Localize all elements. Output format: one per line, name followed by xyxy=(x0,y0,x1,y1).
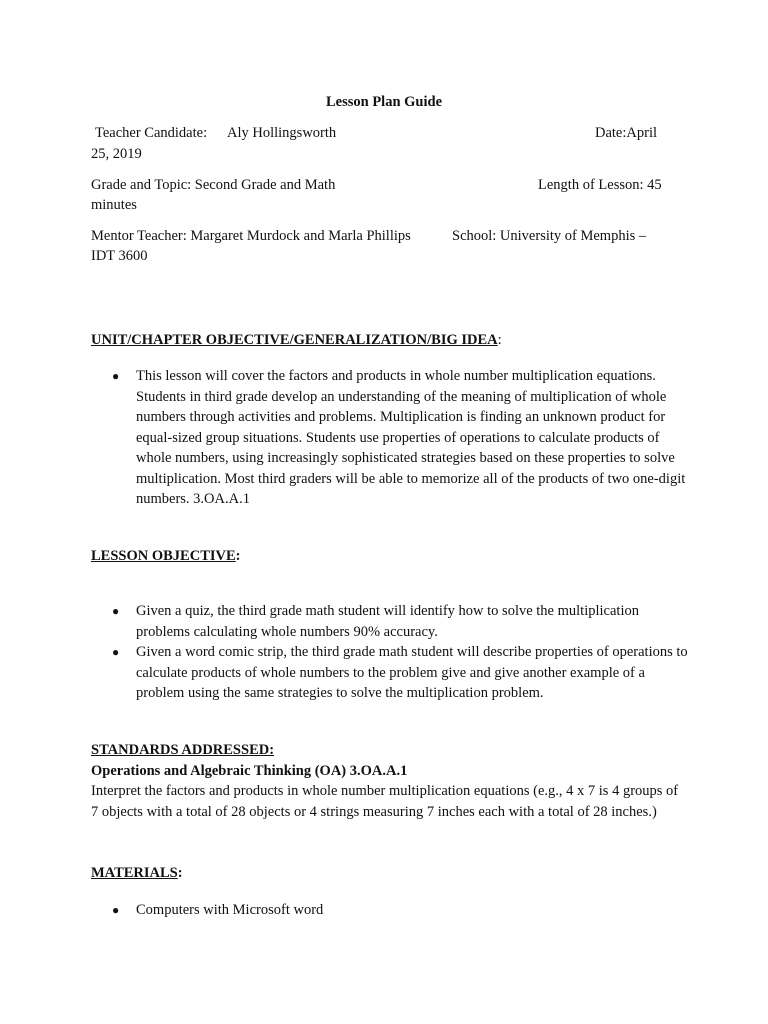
list-item xyxy=(91,900,691,921)
teacher-candidate-name: Aly Hollingsworth xyxy=(227,125,337,141)
grade-topic: Grade and Topic: Second Grade and Math xyxy=(91,177,336,193)
bullet-icon: ● xyxy=(112,604,120,618)
date-label: Date:April xyxy=(595,125,658,141)
lesson-objective-heading-text: LESSON OBJECTIVE xyxy=(91,548,236,564)
unit-objective-heading-text: UNIT/CHAPTER OBJECTIVE/GENERALIZATION/BIG IDEA xyxy=(91,332,498,348)
lesson-objective-text-1: Given a quiz, the third grade math student will identify how to solve the multiplication problems calculating whole numbers 90% accuracy. xyxy=(136,603,639,640)
bullet-icon: ● xyxy=(112,369,120,383)
lesson-objective-colon: : xyxy=(235,548,241,564)
length-value: minutes xyxy=(91,197,137,213)
course-code: IDT 3600 xyxy=(91,248,148,264)
teacher-candidate-label: Teacher Candidate: xyxy=(95,125,208,141)
mentor-teacher: Mentor Teacher: Margaret Murdock and Marla Phillips xyxy=(91,228,411,244)
date-value: 25, 2019 xyxy=(91,146,142,162)
unit-objective-text: This lesson will cover the factors and products in whole number multiplication equations. Students in third grade develop an understanding of the meaning of multiplication of whole numbers through activities and problems. Multiplication is finding an unknown product for equal-sized group situations. Students use properties of operations to calculate products of whole numbers, using increasingly sophisticated strategies based on these properties to solve multiplication. Most third graders will be able to memorize all of the products of two one-digit numbers. 3.OA.A.1 xyxy=(136,368,686,507)
page-title: Lesson Plan Guide xyxy=(325,94,443,110)
materials-heading xyxy=(91,863,183,884)
list-item xyxy=(91,366,691,510)
standards-heading: STANDARDS ADDRESSED: xyxy=(91,742,275,758)
materials-heading-text: MATERIALS xyxy=(91,865,178,881)
lesson-objective-text-2: Given a word comic strip, the third grade math student will describe properties of operations to calculate products of whole numbers to the problem give and give another example of a problem using the same strategies to solve the multiplication problem. xyxy=(136,644,688,701)
materials-colon: : xyxy=(177,865,183,881)
school: School: University of Memphis – xyxy=(452,228,647,244)
standards-subheading: Operations and Algebraic Thinking (OA) 3.OA.A.1 xyxy=(91,763,408,779)
list-item xyxy=(91,642,691,704)
lesson-objective-list xyxy=(91,601,691,704)
standards-text: Interpret the factors and products in whole number multiplication equations (e.g., 4 x 7 is 4 groups of 7 objects with a total of 28 objects or 4 strings measuring 7 inches each with a total of 28 inches.) xyxy=(91,783,679,820)
length-label: Length of Lesson: 45 xyxy=(538,177,662,193)
bullet-icon: ● xyxy=(112,645,120,659)
list-item xyxy=(91,601,691,642)
bullet-icon: ● xyxy=(112,903,120,917)
unit-objective-heading xyxy=(91,330,502,351)
materials-list xyxy=(91,900,691,921)
lesson-objective-heading xyxy=(91,546,241,567)
unit-objective-colon: : xyxy=(497,332,502,348)
materials-item-text: Computers with Microsoft word xyxy=(136,902,324,918)
unit-objective-list xyxy=(91,366,691,510)
